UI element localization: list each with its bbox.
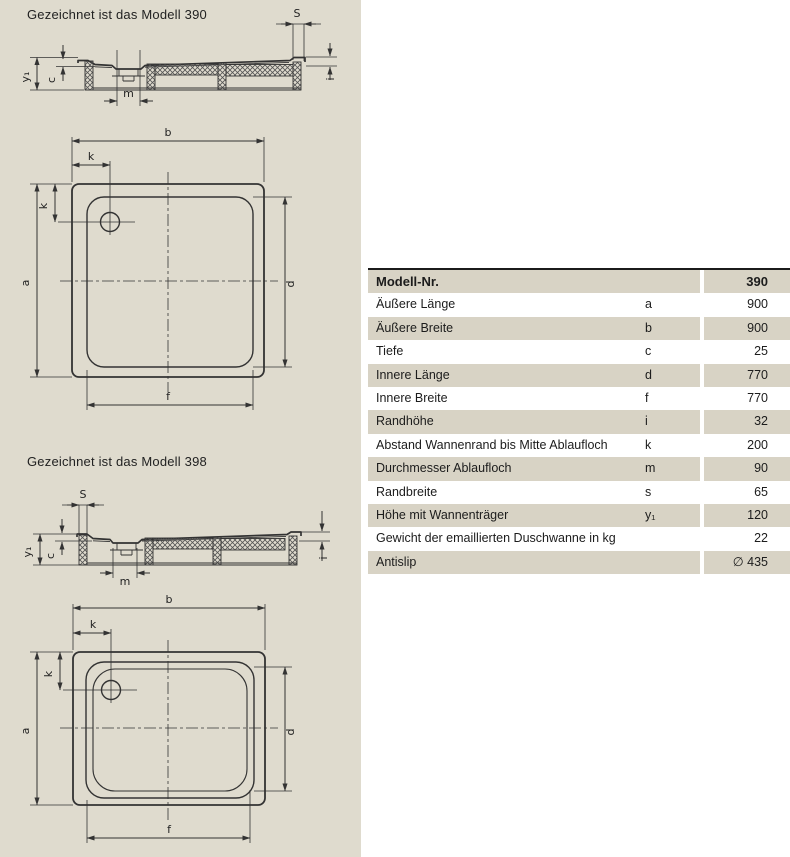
row-value: 32 (704, 410, 790, 433)
dim-label-y1: y₁ (21, 546, 34, 558)
dim-label-i: i (317, 556, 330, 560)
table-row (368, 434, 790, 457)
row-symbol: f (645, 390, 649, 405)
dim-label-m: m (123, 87, 134, 100)
dim-label-a: a (19, 279, 32, 287)
row-label: Innere Länge (376, 367, 450, 382)
dim-label-f: f (167, 823, 171, 836)
dim-label-k: k (37, 202, 50, 210)
row-value: 770 (704, 364, 790, 387)
row-label: Abstand Wannenrand bis Mitte Ablaufloch (376, 437, 608, 452)
dim-label-c: c (44, 552, 57, 560)
row-value: 900 (747, 297, 768, 312)
row-symbol: a (645, 297, 652, 312)
drawing-heading-390: Gezeichnet ist das Modell 390 (27, 7, 207, 22)
spec-table (368, 268, 790, 574)
row-label: Durchmesser Ablaufloch (376, 461, 512, 476)
row-label: Randbreite (376, 484, 438, 499)
table-row (368, 527, 790, 550)
dim-label-b: b (164, 126, 172, 139)
row-value: 390 (704, 270, 790, 293)
dim-label-k: k (89, 618, 97, 631)
plan-view-398 (19, 593, 297, 843)
row-label: Gewicht der emaillierten Duschwanne in kg (376, 531, 616, 546)
dim-label-b: b (165, 593, 173, 606)
plan-view-390 (19, 126, 297, 410)
dim-label-i: i (324, 77, 337, 81)
row-label: Tiefe (376, 344, 404, 359)
table-row (368, 410, 790, 433)
table-header-row (368, 270, 790, 293)
row-symbol: s (645, 484, 652, 499)
row-label: Höhe mit Wannenträger (376, 507, 509, 522)
dim-label-m: m (119, 575, 131, 588)
row-label: Randhöhe (376, 414, 434, 429)
row-label: Äußere Breite (376, 320, 454, 335)
row-value: 770 (747, 390, 768, 405)
row-symbol: i (645, 414, 648, 429)
table-row (368, 551, 790, 574)
row-value: 900 (704, 317, 790, 340)
dim-label-d: d (284, 280, 297, 288)
row-value: 22 (754, 531, 768, 546)
row-symbol: m (645, 461, 656, 476)
row-label: Äußere Länge (376, 297, 456, 312)
row-symbol: d (645, 367, 652, 382)
technical-drawings (0, 0, 361, 857)
row-symbol: k (645, 437, 652, 452)
drawing-panel (0, 0, 361, 857)
table-row (368, 481, 790, 504)
dim-label-k: k (87, 150, 95, 163)
dim-label-d: d (284, 728, 297, 736)
drawing-heading-398: Gezeichnet ist das Modell 398 (27, 454, 207, 469)
row-value: 25 (754, 344, 768, 359)
row-symbol: y₁ (645, 507, 656, 522)
row-value: ∅ 435 (704, 551, 790, 574)
dim-label-f: f (166, 390, 170, 403)
dim-label-s: S (79, 488, 87, 501)
table-row (368, 293, 790, 316)
table-row (368, 504, 790, 527)
table-row (368, 340, 790, 363)
row-symbol: c (645, 344, 652, 359)
table-row (368, 317, 790, 340)
table-row (368, 457, 790, 480)
row-symbol: b (645, 320, 652, 335)
dim-label-k: k (42, 670, 55, 678)
dim-label-c: c (45, 76, 58, 84)
row-value: 200 (747, 437, 768, 452)
row-label: Modell-Nr. (376, 274, 439, 289)
row-value: 65 (754, 484, 768, 499)
row-label: Antislip (376, 554, 417, 569)
dim-label-a: a (19, 727, 32, 735)
dim-label-y1: y₁ (19, 71, 32, 83)
table-row (368, 387, 790, 410)
row-value: 120 (704, 504, 790, 527)
table-row (368, 364, 790, 387)
section-view-390 (19, 7, 337, 106)
section-view-398 (21, 488, 330, 588)
row-label: Innere Breite (376, 390, 448, 405)
dim-label-s: S (293, 7, 301, 20)
row-value: 90 (704, 457, 790, 480)
